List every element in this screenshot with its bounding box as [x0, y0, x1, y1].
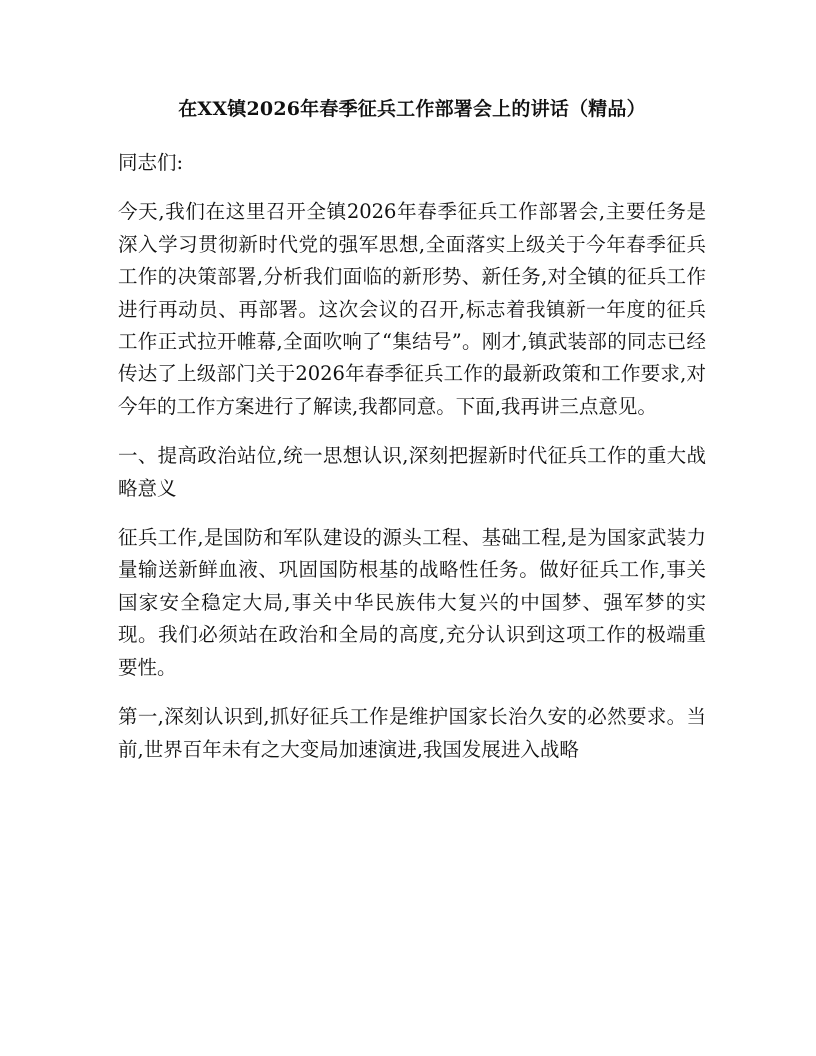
paragraph-significance: 征兵工作,是国防和军队建设的源头工程、基础工程,是为国家武装力量输送新鲜血液、巩固国防根基的战略性任务。做好征兵工作,事关国家安全稳定大局,事关中华民族伟大复兴的中国梦、强军梦的实现。我们必须站在政治和全局的高度,充分认识到这项工作的极端重要性。: [118, 526, 706, 679]
document-title: 在XX镇2026年春季征兵工作部署会上的讲话（精品）: [178, 98, 646, 120]
paragraph-opening: 今天,我们在这里召开全镇2026年春季征兵工作部署会,主要任务是深入学习贯彻新时代党的强军思想,全面落实上级关于今年春季征兵工作的决策部署,分析我们面临的新形势、新任务,对全镇的征兵工作进行再动员、再部署。这次会议的召开,标志着我镇新一年度的征兵工作正式拉开帷幕,全面吹响了“集结号”。刚才,镇武装部的同志已经传达了上级部门关于2026年春季征兵工作的最新政策和工作要求,对今年的工作方案进行了解读,我都同意。下面,我再讲三点意见。: [118, 200, 706, 418]
section-heading-one: 一、提高政治站位,统一思想认识,深刻把握新时代征兵工作的重大战略意义: [118, 444, 706, 500]
salutation: 同志们:: [118, 151, 184, 174]
paragraph-first-point: 第一,深刻认识到,抓好征兵工作是维护国家长治久安的必然要求。当前,世界百年未有之大变局加速演进,我国发展进入战略: [118, 705, 706, 761]
